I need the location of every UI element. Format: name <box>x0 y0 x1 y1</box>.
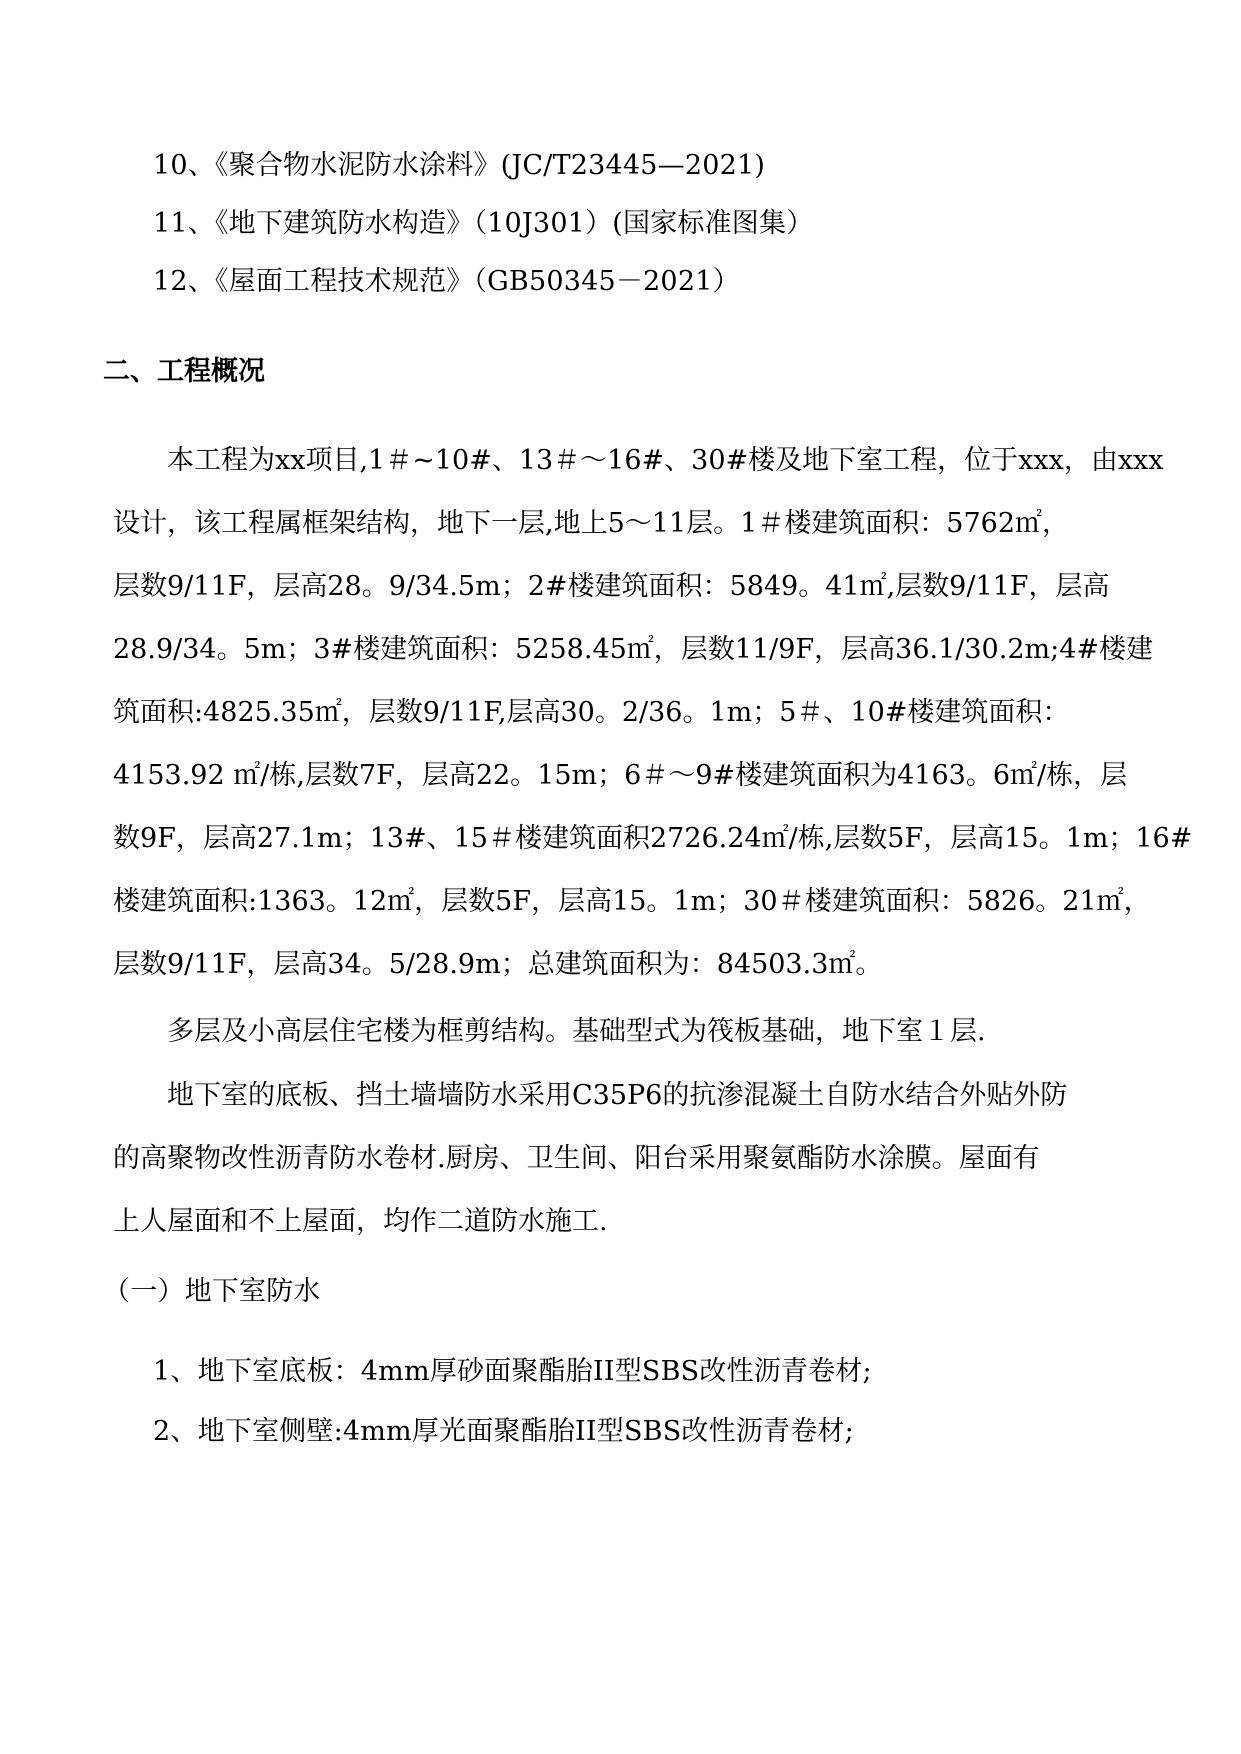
overview-line: 4153.92 ㎡/栋,层数7F，层高22。15m；6＃～9#楼建筑面积为4163。6㎡/栋，层 <box>113 760 1128 791</box>
waterproof-line: 上人屋面和不上屋面，均作二道防水施工. <box>113 1206 608 1237</box>
overview-line: 筑面积:4825.35㎡，层数9/11F,层高30。2/36。1m；5＃、10#楼建筑面积： <box>113 697 1070 728</box>
subsection-heading: （一）地下室防水 <box>103 1276 321 1307</box>
waterproof-line: 的高聚物改性沥青防水卷材.厨房、卫生间、阳台采用聚氨酯防水涂膜。屋面有 <box>113 1143 1040 1174</box>
basement-item-2: 2、地下室侧壁:4mm厚光面聚酯胎II型SBS改性沥青卷材; <box>153 1416 854 1447</box>
reference-item-12: 12、《屋面工程技术规范》（GB50345－2021） <box>153 266 740 297</box>
overview-paragraph <box>113 429 1193 996</box>
basement-item-1: 1、地下室底板：4mm厚砂面聚酯胎II型SBS改性沥青卷材; <box>153 1356 872 1387</box>
overview-line: 设计，该工程属框架结构，地下一层,地上5～11层。1＃楼建筑面积：5762㎡， <box>113 508 1070 539</box>
structure-paragraph <box>113 1000 1133 1063</box>
structure-line: 多层及小高层住宅楼为框剪结构。基础型式为筏板基础，地下室１层. <box>167 1016 986 1047</box>
section-heading: 二、工程概况 <box>103 356 265 387</box>
overview-line: 28.9/34。5m；3#楼建筑面积：5258.45㎡，层数11/9F，层高36.1/30.2m;4#楼建 <box>113 634 1154 665</box>
waterproof-paragraph <box>113 1064 1133 1253</box>
reference-item-11: 11、《地下建筑防水构造》（10J301）(国家标准图集） <box>153 208 814 239</box>
waterproof-line: 地下室的底板、挡土墙墙防水采用C35P6的抗渗混凝土自防水结合外贴外防 <box>167 1080 1068 1111</box>
overview-line: 层数9/11F，层高28。9/34.5m；2#楼建筑面积：5849。41㎡,层数9/11F，层高 <box>113 571 1110 602</box>
overview-line: 数9F，层高27.1m；13#、15＃楼建筑面积2726.24㎡/栋,层数5F，层高15。1m；16# <box>113 823 1193 854</box>
overview-line: 楼建筑面积:1363。12㎡，层数5F，层高15。1m；30＃楼建筑面积：5826。21㎡， <box>113 886 1151 917</box>
overview-line: 层数9/11F，层高34。5/28.9m；总建筑面积为：84503.3㎡。 <box>113 949 883 980</box>
reference-item-10: 10、《聚合物水泥防水涂料》(JC/T23445—2021) <box>153 150 766 181</box>
overview-line: 本工程为xx项目,1＃~10#、13＃～16#、30#楼及地下室工程，位于xxx，由xxx <box>167 445 1164 476</box>
